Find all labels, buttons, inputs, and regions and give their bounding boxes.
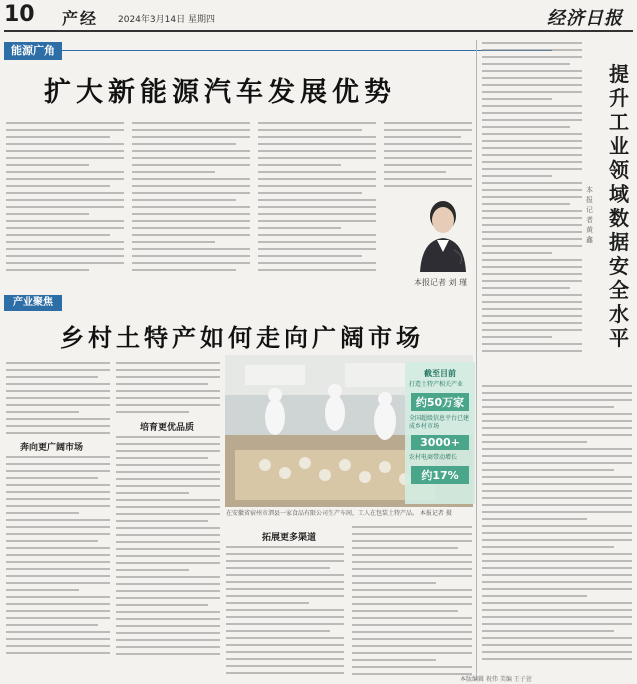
energy-column-4 — [384, 122, 472, 192]
rural-column-4 — [352, 526, 472, 680]
rural-column-2b — [116, 436, 220, 660]
issue-date: 2024年3月14日 星期四 — [118, 15, 215, 25]
infobox-item-value: 约17% — [411, 466, 469, 484]
rural-subhead-1: 奔向更广阔市场 — [20, 443, 84, 453]
footer-credits: 本版编辑 祝伟 美编 王子萱 — [460, 676, 532, 683]
infobox-title: 截至目前 — [424, 369, 456, 378]
section-line — [62, 50, 552, 51]
paper-logo: 经济日报 — [547, 8, 623, 29]
top-rule — [4, 30, 633, 32]
infobox-item-text: 全国超级信息平台已建成乡村市场 — [409, 415, 470, 430]
energy-column-3 — [258, 122, 376, 276]
section-tag-rural: 产业聚焦 — [4, 295, 62, 311]
opinion-text — [482, 42, 582, 357]
section-tag-energy: 能源广角 — [4, 42, 62, 60]
commentator-byline: 本报记者 刘 瑾 — [414, 278, 468, 287]
stats-infobox — [405, 362, 475, 504]
rural-column-1 — [6, 362, 110, 439]
commentator-portrait — [410, 190, 476, 272]
energy-column-2 — [132, 122, 250, 276]
opinion-byline: 本报记者 黄 鑫 — [586, 186, 593, 244]
masthead — [0, 0, 637, 30]
infobox-item-text: 打造土特产相关产业 — [409, 381, 464, 388]
opinion-text-lower — [482, 385, 632, 665]
headline-energy: 扩大新能源汽车发展优势 — [44, 77, 396, 108]
photo-caption: 在安徽省宿州市泗县一家食品有限公司生产车间，工人在包装土特产品。 本报记者 摄 — [226, 510, 452, 517]
page-number: 10 — [4, 2, 35, 27]
infobox-item-value: 约50万家 — [411, 393, 469, 411]
rural-column-3 — [226, 546, 344, 679]
energy-column-1 — [6, 122, 124, 276]
headline-rural: 乡村土特产如何走向广阔市场 — [60, 324, 424, 352]
rural-subhead-2: 培育更优品质 — [140, 423, 195, 433]
opinion-title: 提升工业领域数据安全水平 — [609, 62, 629, 350]
rural-subhead-3: 拓展更多渠道 — [262, 533, 317, 543]
rural-column-2 — [116, 362, 220, 418]
column-divider — [476, 40, 477, 680]
rural-column-1b — [6, 456, 110, 659]
section-name: 产经 — [62, 9, 99, 28]
infobox-item-text: 农村电商带动增长 — [409, 454, 458, 461]
infobox-item-value: 3000+ — [411, 435, 469, 450]
